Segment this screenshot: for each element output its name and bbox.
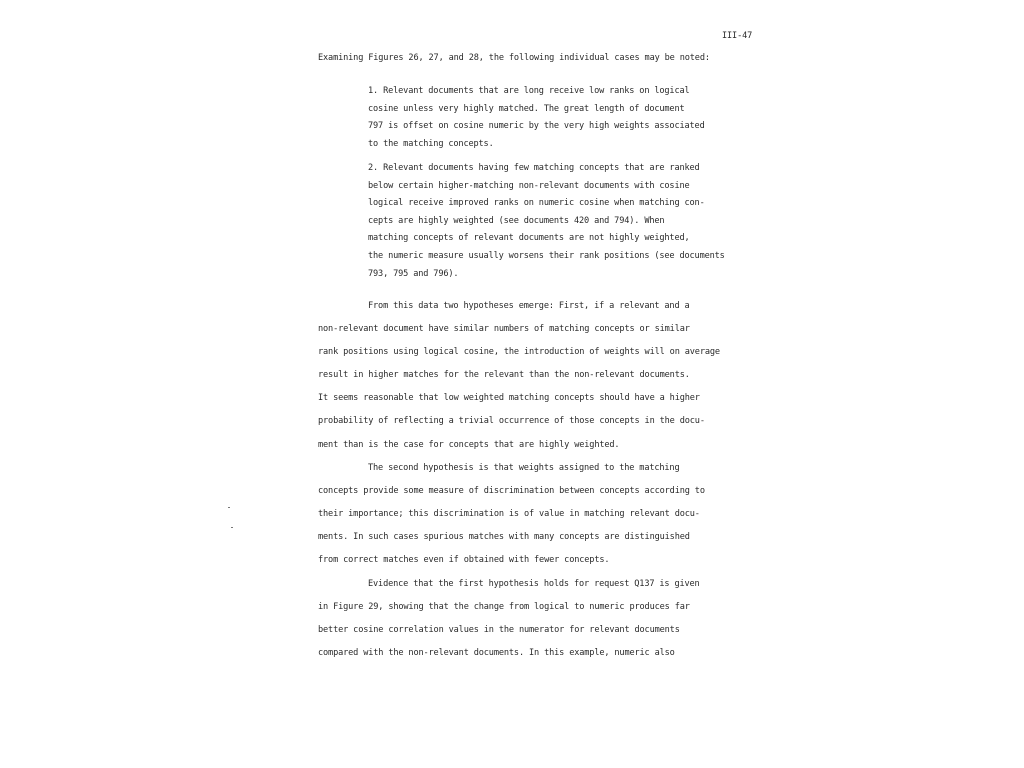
text-line: result in higher matches for the relevant than the non-relevant documents.: [318, 370, 690, 381]
text-line: the numeric measure usually worsens their rank positions (see documents: [368, 250, 725, 261]
text-line: 793, 795 and 796).: [368, 268, 459, 279]
text-line: 797 is offset on cosine numeric by the very high weights associated: [368, 121, 705, 132]
text-line: probability of reflecting a trivial occurrence of those concepts in the docu-: [318, 416, 705, 427]
text-line: ments. In such cases spurious matches with many concepts are distinguished: [318, 532, 690, 543]
text-line: concepts provide some measure of discrimination between concepts according to: [318, 486, 705, 497]
text-line: Evidence that the first hypothesis holds for request Q137 is given: [368, 579, 700, 589]
text-line: below certain higher-matching non-relevant documents with cosine: [368, 180, 690, 191]
text-line: in Figure 29, showing that the change from logical to numeric produces far: [318, 602, 690, 613]
text-line: The second hypothesis is that weights assigned to the matching: [368, 463, 680, 473]
text-line: compared with the non-relevant documents. In this example, numeric also: [318, 648, 675, 659]
text-line: cosine unless very highly matched. The great length of document: [368, 103, 685, 114]
intro-sentence: Examining Figures 26, 27, and 28, the following individual cases may be noted:: [318, 53, 710, 63]
text-line: better cosine correlation values in the numerator for relevant documents: [318, 625, 680, 636]
text-line: It seems reasonable that low weighted matching concepts should have a higher: [318, 393, 700, 404]
paragraph-second-hypothesis: [318, 457, 778, 572]
text-line: 1. Relevant documents that are long receive low ranks on logical: [368, 86, 690, 96]
paragraph-hypotheses: [318, 295, 778, 457]
text-line: 2. Relevant documents having few matching concepts that are ranked: [368, 163, 700, 173]
text-line: their importance; this discrimination is of value in matching relevant docu-: [318, 509, 700, 520]
text-line: From this data two hypotheses emerge: First, if a relevant and a: [368, 301, 690, 311]
page-number: III-47: [722, 31, 753, 41]
text-line: from correct matches even if obtained with fewer concepts.: [318, 555, 610, 566]
text-line: to the matching concepts.: [368, 138, 494, 149]
numbered-case-2: [368, 160, 768, 283]
paragraph-evidence: [318, 573, 778, 665]
text-line: rank positions using logical cosine, the introduction of weights will on average: [318, 347, 720, 358]
text-line: non-relevant document have similar numbers of matching concepts or similar: [318, 324, 690, 335]
text-line: cepts are highly weighted (see documents 420 and 794). When: [368, 215, 665, 226]
text-line: logical receive improved ranks on numeric cosine when matching con-: [368, 198, 705, 209]
scan-speck: [228, 507, 230, 508]
numbered-case-1: [368, 83, 768, 153]
text-line: ment than is the case for concepts that are highly weighted.: [318, 439, 620, 450]
scan-speck: [231, 527, 233, 528]
text-line: matching concepts of relevant documents are not highly weighted,: [368, 233, 690, 244]
